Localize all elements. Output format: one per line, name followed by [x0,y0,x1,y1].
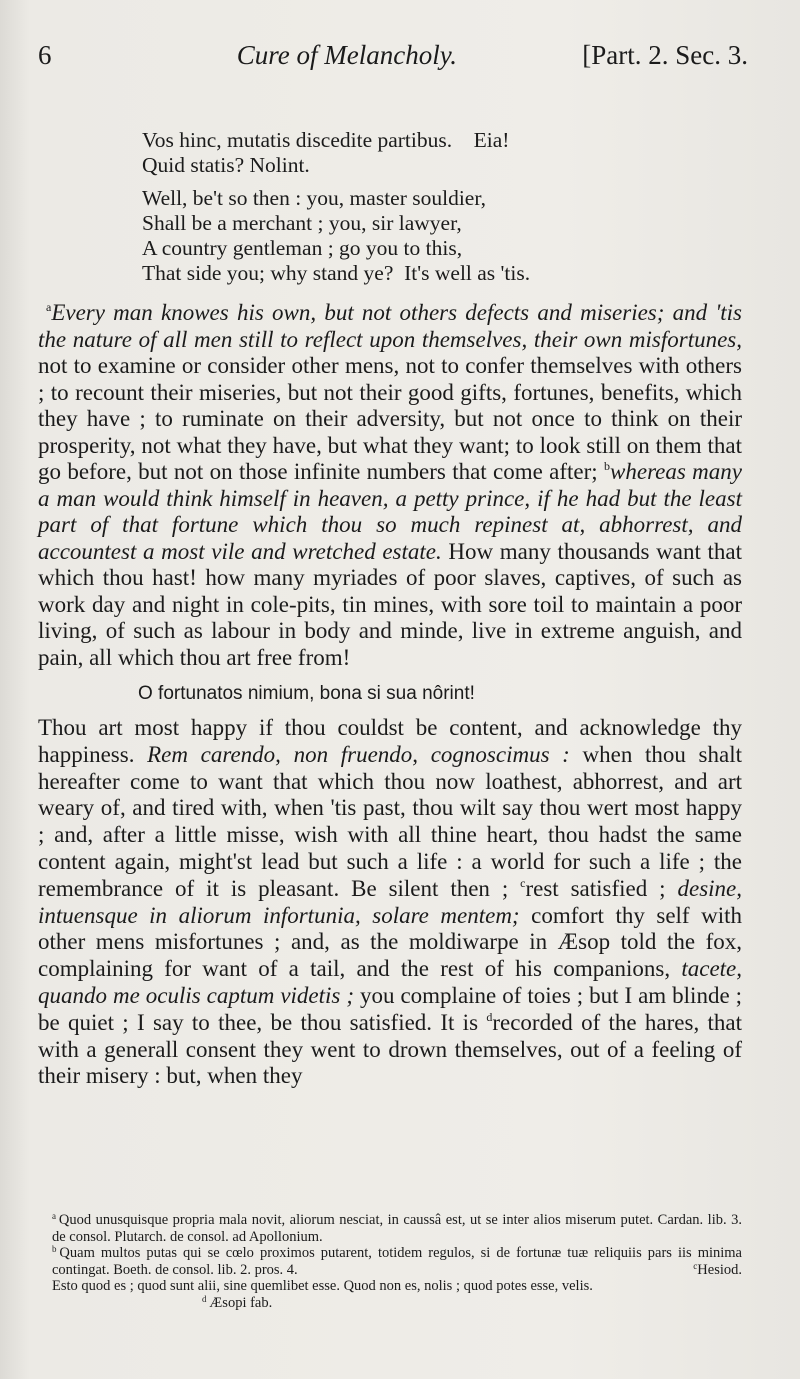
footnote-c [693,1262,742,1279]
running-title: Cure of Melancholy. [236,40,457,70]
footnote-a [52,1212,742,1245]
footnote-mark: c [693,1260,698,1271]
body-text: rest satisfied ; [525,875,678,901]
verse-line: That side you; why stand ye? It's well as 'tis. [142,261,531,285]
body-text: How many thousands want that which thou hast! how many myriades of poor slaves, captives, of such as work day and night in cole-pits, tin mines, with sore toil to maintain a poor living, of such as labour in body and minde, live in extreme anguish, and pain, all which thou art free from! [38,538,743,670]
verse-line: Quid statis? Nolint. [142,153,310,177]
body-text: recorded of the hares, that with a generall consent they went to drown themselves, out of a feeling of their misery : but, when they [38,1009,742,1089]
footnote-text: Æsopi fab. [209,1294,273,1311]
footnote-text: Quod unusquisque propria mala novit, aliorum nesciat, in caussâ est, ut se inter alios miserum putet. Cardan. lib. 3. de consol. Plutarch. de consol. ad Apollonium. [52,1212,742,1245]
italic-text: Every man knowes his own, but not others defects and miseries; and 'tis the nature of all men still to reflect upon themselves, their own misfortunes, [38,300,742,352]
body-text: when thou shalt hereafter come to want that which thou now loathest, abhorrest, and art weary of, and tired with, when 'tis past, thou wilt say thou wert most happy ; and, after a little misse, wish with all thine heart, thou hadst the same content again, might'st lead but such a life : a world for such a life ; the remembrance of it is pleasant. Be silent then ; [38,741,742,901]
footnote-d [52,1295,742,1312]
section-reference: [Part. 2. Sec. 3. [582,40,748,70]
footnote-mark: a [46,300,52,314]
footnotes [52,1212,742,1311]
latin-quotation: O fortunatos nimium, bona si sua nôrint! [138,683,475,704]
footnote-text: Hesiod. [697,1261,742,1278]
page-number: 6 [38,40,52,70]
body-text: comfort thy self with other mens misfortunes ; and, as the moldiwarpe in Æsop told the fox, complaining for want of a tail, and the rest of his companions, [38,902,743,982]
footnote-mark: b [52,1244,57,1254]
verse-block [142,128,742,286]
verse-line: Well, be't so then : you, master souldier, [142,186,487,210]
body-text: you complaine of toies ; but I am blinde ; be quiet ; I say to thee, be thou satisfied. It is [38,982,743,1035]
footnote-mark: b [604,459,611,473]
verse-line: A country gentleman ; go you to this, [142,236,463,260]
footnote-text: Esto quod es ; quod sunt alii, sine quemlibet esse. Quod non es, nolis ; quod potes esse, velis. [52,1278,593,1294]
footnote-c-continued [52,1278,742,1295]
body-text: Thou art most happy if thou couldst be content, and acknowledge thy happiness. [38,715,742,767]
verse-line: Shall be a merchant ; you, sir lawyer, [142,211,462,235]
italic-text: desine, intuensque in aliorum infortunia, solare mentem; [38,875,742,928]
footnote-mark: c [520,875,526,890]
footnote-mark: d [202,1293,207,1304]
italic-text: tacete, quando me oculis captum videtis ; [38,956,742,1008]
italic-text: whereas many a man would think himself in heaven, a petty prince, if he had but the least part of that fortune which thou so much repinest at, abhorrest, and accountest a most vile and wretched estate. [38,459,742,564]
footnote-mark: a [52,1211,56,1221]
body-text: not to examine or consider other mens, not to confer themselves with others ; to recount their miseries, but not their good gifts, fortunes, benefits, which they have ; to ruminate on their adversity, but not once to think on their prosperity, not what they have, but what they want; to look still on them that go before, but not on those infinite numbers that come after; [38,353,742,484]
footnote-mark: d [486,1009,493,1024]
verse-line: Vos hinc, mutatis discedite partibus. Eia! [142,128,510,152]
footnote-text: Quam multos putas qui se cœlo proximos putarent, totidem regulos, si de fortunæ tuæ reliquiis pars iis minima contingat. Boeth. de consol. lib. 2. pros. 4. [52,1245,742,1278]
body-paragraph [38,715,742,1090]
italic-text: Rem carendo, non fruendo, cognoscimus : [147,741,570,767]
footnote-b [52,1245,742,1278]
body-paragraph [38,300,742,671]
running-header [38,40,748,80]
